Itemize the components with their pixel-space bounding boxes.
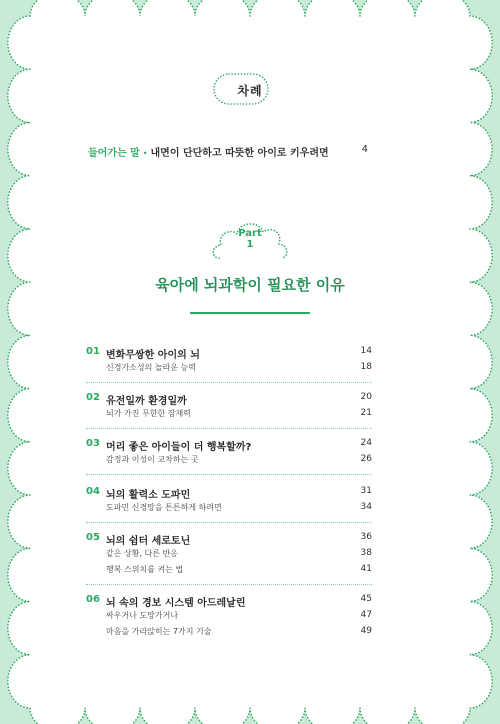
chapter-row[interactable] bbox=[86, 346, 372, 360]
chapter-number: 04 bbox=[86, 486, 100, 497]
chapter-row[interactable] bbox=[86, 486, 372, 500]
chapter-number: 01 bbox=[86, 346, 100, 357]
subsection-row[interactable] bbox=[86, 500, 372, 516]
chapter-03[interactable] bbox=[86, 438, 372, 468]
chapter-page: 20 bbox=[360, 392, 372, 402]
chapter-title: 머리 좋은 아이들이 더 행복할까? bbox=[106, 442, 252, 453]
chapter-06[interactable] bbox=[86, 594, 372, 640]
subsection-title: 마음을 가라앉히는 7가지 기술 bbox=[106, 627, 212, 636]
subsection-title: 도파민 신경망을 튼튼하게 하려면 bbox=[106, 503, 222, 512]
chapter-page: 31 bbox=[360, 486, 372, 496]
subsection-row[interactable] bbox=[86, 608, 372, 624]
subsection-page: 21 bbox=[360, 408, 372, 418]
subsection-page: 38 bbox=[360, 548, 372, 558]
subsection-title: 신경가소성의 놀라운 능력 bbox=[106, 363, 197, 372]
chapter-title: 뇌의 활력소 도파민 bbox=[106, 490, 191, 501]
chapter-number: 06 bbox=[86, 594, 100, 605]
chapter-row[interactable] bbox=[86, 392, 372, 406]
chapter-title: 변화무쌍한 아이의 뇌 bbox=[106, 350, 200, 361]
intro-page-number: 4 bbox=[361, 144, 368, 155]
divider bbox=[86, 382, 372, 383]
part-title: 육아에 뇌과학이 필요한 이유 bbox=[155, 276, 345, 294]
intro-title: 내면이 단단하고 따뜻한 아이로 키우려면 bbox=[150, 148, 329, 159]
divider bbox=[86, 584, 372, 585]
chapter-05[interactable] bbox=[86, 532, 372, 578]
chapter-row[interactable] bbox=[86, 438, 372, 452]
part-title-underline bbox=[190, 312, 310, 314]
divider bbox=[86, 428, 372, 429]
intro-separator: • bbox=[142, 149, 148, 158]
subsection-page: 49 bbox=[360, 626, 372, 636]
chapter-title: 유전일까 환경일까 bbox=[106, 396, 187, 407]
subsection-row[interactable] bbox=[86, 562, 372, 578]
subsection-title: 행복 스위치를 켜는 법 bbox=[106, 565, 184, 574]
divider bbox=[86, 522, 372, 523]
subsection-page: 41 bbox=[360, 564, 372, 574]
chapter-title: 뇌의 쉼터 세로토닌 bbox=[106, 536, 191, 547]
intro-prefix: 들어가는 말 bbox=[88, 148, 140, 159]
subsection-title: 뇌가 가진 무한한 잠재력 bbox=[106, 409, 191, 418]
subsection-page: 34 bbox=[360, 502, 372, 512]
chapter-page: 36 bbox=[360, 532, 372, 542]
chapter-number: 02 bbox=[86, 392, 100, 403]
part-number: 1 bbox=[246, 239, 254, 250]
chapter-page: 14 bbox=[360, 346, 372, 356]
intro-entry[interactable] bbox=[88, 144, 378, 159]
chapter-04[interactable] bbox=[86, 486, 372, 516]
chapter-row[interactable] bbox=[86, 594, 372, 608]
subsection-page: 47 bbox=[360, 610, 372, 620]
chapter-02[interactable] bbox=[86, 392, 372, 422]
subsection-title: 싸우거나 도망가거나 bbox=[106, 611, 179, 620]
divider bbox=[86, 474, 372, 475]
toc-title: 차례 bbox=[237, 84, 263, 98]
chapter-number: 03 bbox=[86, 438, 100, 449]
chapter-page: 45 bbox=[360, 594, 372, 604]
chapter-page: 24 bbox=[360, 438, 372, 448]
subsection-row[interactable] bbox=[86, 546, 372, 562]
subsection-row[interactable] bbox=[86, 452, 372, 468]
subsection-page: 26 bbox=[360, 454, 372, 464]
part-label bbox=[209, 228, 291, 250]
subsection-row[interactable] bbox=[86, 624, 372, 640]
chapter-title: 뇌 속의 경보 시스템 아드레날린 bbox=[106, 598, 246, 609]
subsection-title: 감정과 이성이 교차하는 곳 bbox=[106, 455, 199, 464]
subsection-title: 같은 상황, 다른 반응 bbox=[106, 549, 178, 558]
subsection-row[interactable] bbox=[86, 360, 372, 376]
subsection-page: 18 bbox=[360, 362, 372, 372]
subsection-row[interactable] bbox=[86, 406, 372, 422]
chapter-01[interactable] bbox=[86, 346, 372, 376]
chapter-row[interactable] bbox=[86, 532, 372, 546]
part-word: Part bbox=[238, 228, 262, 239]
chapter-number: 05 bbox=[86, 532, 100, 543]
